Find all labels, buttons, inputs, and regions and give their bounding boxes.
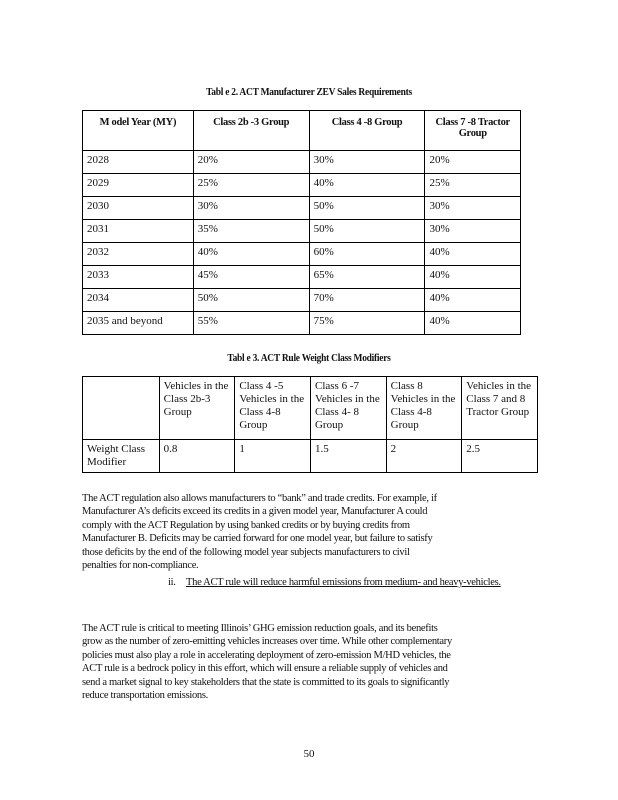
table-cell: 60% [309,243,425,266]
table-cell: 0.8 [159,440,235,473]
table-cell: 40% [425,243,521,266]
table-cell: 2030 [83,197,194,220]
table-cell: 1 [235,440,311,473]
table-row [83,197,521,220]
table-cell: 50% [193,289,309,312]
table-row [83,440,538,473]
table-cell: 2032 [83,243,194,266]
paragraph-act-rule-benefits: The ACT rule is critical to meeting Illinois’ GHG emission reduction goals, and its benefits grow as the number of zero-emitting vehicles increases over time. While other complementary policies must also play a role in accelerating deployment of zero-emission M/HD vehicles, the ACT rule is a bedrock policy in this effort, which will ensure a reliable supply of vehicles and send a market signal to key stakeholders that the state is committed to its goals to significantly reduce transportation emissions. [82,623,452,702]
table-cell: 2034 [83,289,194,312]
column-header-class-7-8-tractor: Class 7 -8 Tractor Group [425,111,521,151]
table-row [83,151,521,174]
table-row [83,220,521,243]
table-cell: 40% [193,243,309,266]
table-cell: 35% [193,220,309,243]
table-cell: 25% [193,174,309,197]
column-header-class-2b-3: Class 2b -3 Group [193,111,309,151]
table-cell: 65% [309,266,425,289]
table-cell: 20% [425,151,521,174]
table-2-caption: Tabl e 2. ACT Manufacturer ZEV Sales Requirements [206,86,412,98]
table-cell: 70% [309,289,425,312]
table-cell: 40% [425,312,521,335]
table-cell: 55% [193,312,309,335]
table-row [83,266,521,289]
table-cell: 2033 [83,266,194,289]
table-cell: 2028 [83,151,194,174]
table-row [83,312,521,335]
table-cell: 75% [309,312,425,335]
table-cell: 40% [425,289,521,312]
table-cell: 40% [309,174,425,197]
column-header-model-year: M odel Year (MY) [83,111,194,151]
table-cell: 50% [309,220,425,243]
zev-sales-requirements-table [82,110,521,335]
table-cell: 2029 [83,174,194,197]
column-header-class-4-8: Class 4 -8 Group [309,111,425,151]
paragraph-credit-banking: The ACT regulation also allows manufacturers to “bank” and trade credits. For example, if Manufacturer A’s deficits exceed its credits in a given model year, Manufacturer A could comply with the ACT Regulation by using banked credits or by buying credits from Manufacturer B. Deficits may be carried forward for one model year, but failure to satisfy those deficits by the end of the following model year subjects manufacturers to civil penalties for non-compliance. [82,493,437,572]
table-cell: 20% [193,151,309,174]
table-row [83,174,521,197]
table-cell: 2035 and beyond [83,312,194,335]
table-header-row [83,377,538,440]
empty-header-cell [83,377,160,440]
table-cell: 50% [309,197,425,220]
column-header-class-2b-3: Vehicles in the Class 2b-3 Group [159,377,235,440]
page-number: 50 [303,748,315,760]
table-cell: 2 [386,440,462,473]
weight-class-modifiers-table [82,376,538,473]
column-header-class-8: Class 8 Vehicles in the Class 4-8 Group [386,377,462,440]
table-cell: 30% [425,197,521,220]
table-row [83,289,521,312]
column-header-class-4-5: Class 4 -5 Vehicles in the Class 4-8 Group [235,377,311,440]
column-header-class-6-7: Class 6 -7 Vehicles in the Class 4- 8 Group [310,377,386,440]
table-cell: 25% [425,174,521,197]
row-label-weight-class-modifier: Weight Class Modifier [83,440,160,473]
subheading-text: The ACT rule will reduce harmful emissions from medium- and heavy-vehicles. [186,577,501,588]
table-cell: 30% [425,220,521,243]
table-cell: 30% [309,151,425,174]
table-header-row [83,111,521,151]
table-cell: 1.5 [310,440,386,473]
column-header-class-7-8-tractor: Vehicles in the Class 7 and 8 Tractor Group [462,377,538,440]
table-cell: 2031 [83,220,194,243]
subheading-number: ii. [168,577,176,588]
table-cell: 40% [425,266,521,289]
table-row [83,243,521,266]
table-cell: 45% [193,266,309,289]
table-cell: 2.5 [462,440,538,473]
table-cell: 30% [193,197,309,220]
table-3-caption: Tabl e 3. ACT Rule Weight Class Modifiers [227,352,391,364]
